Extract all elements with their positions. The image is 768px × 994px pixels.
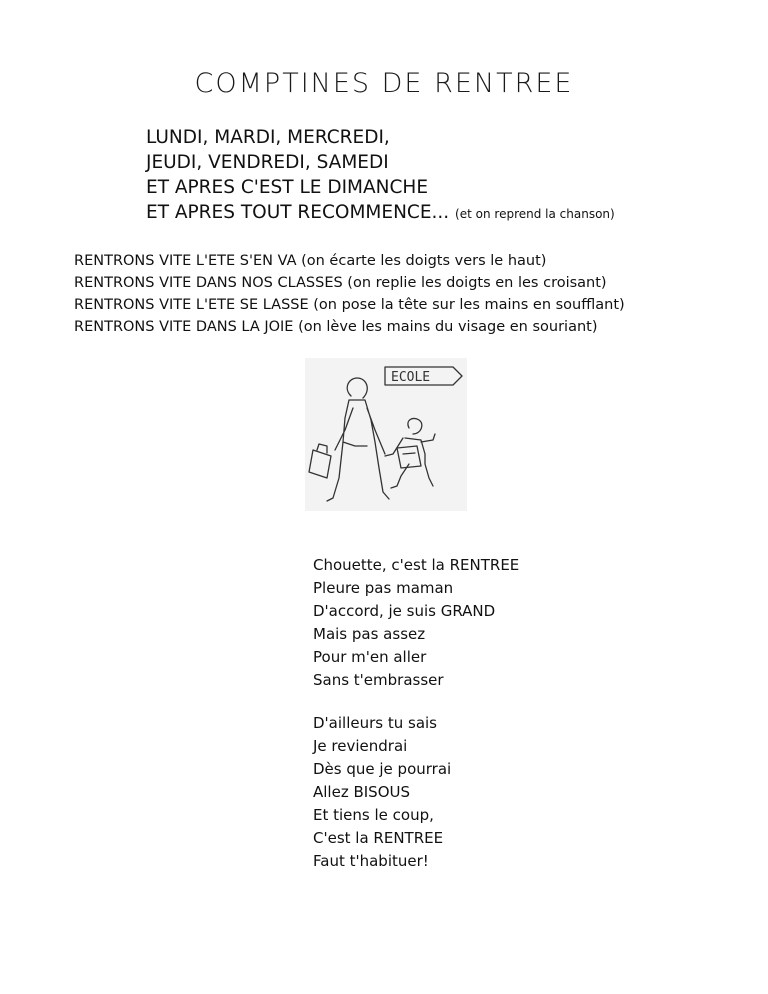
stanza1-line-text: ET APRES TOUT RECOMMENCE... [146, 202, 450, 223]
stanza-days-of-week [146, 125, 615, 227]
poem-line: Chouette, c'est la RENTREE [313, 556, 520, 574]
stanza1-note: (et on reprend la chanson) [455, 207, 615, 221]
poem-line: Pleure pas maman [313, 579, 454, 597]
school-sign-text: ECOLE [391, 370, 431, 385]
page-title: COMPTINES DE RENTREE [194, 68, 574, 99]
stanza2-line: RENTRONS VITE L'ETE S'EN VA (on écarte les doigts vers le haut) [74, 253, 547, 269]
school-illustration [305, 358, 467, 511]
poem-line: Et tiens le coup, [313, 806, 434, 824]
poem-line: C'est la RENTREE [313, 829, 444, 847]
poem-block-2 [313, 712, 519, 873]
poem-line: Mais pas assez [313, 625, 426, 643]
stanza2-line: RENTRONS VITE DANS NOS CLASSES (on replie les doigts en les croisant) [74, 275, 607, 291]
poem-block-1 [313, 554, 519, 692]
poem-line: Pour m'en aller [313, 648, 427, 666]
poem-chouette-rentree [313, 554, 519, 873]
stanza1-line: LUNDI, MARDI, MERCREDI, [146, 127, 390, 148]
stanza1-line: ET APRES C'EST LE DIMANCHE [146, 177, 429, 198]
poem-line: Allez BISOUS [313, 783, 411, 801]
poem-line: D'accord, je suis GRAND [313, 602, 496, 620]
poem-line: Dès que je pourrai [313, 760, 452, 778]
stanza1-line: JEUDI, VENDREDI, SAMEDI [146, 152, 389, 173]
stanza1-line-last [146, 200, 615, 227]
stanza2-line: RENTRONS VITE DANS LA JOIE (on lève les mains du visage en souriant) [74, 319, 598, 335]
stanza2-line: RENTRONS VITE L'ETE SE LASSE (on pose la tête sur les mains en soufflant) [74, 297, 625, 313]
stanza-rentrons-vite [74, 250, 625, 338]
poem-line: Je reviendrai [313, 737, 408, 755]
poem-line: Faut t'habituer! [313, 852, 429, 870]
poem-line: Sans t'embrasser [313, 671, 444, 689]
poem-line: D'ailleurs tu sais [313, 714, 437, 732]
